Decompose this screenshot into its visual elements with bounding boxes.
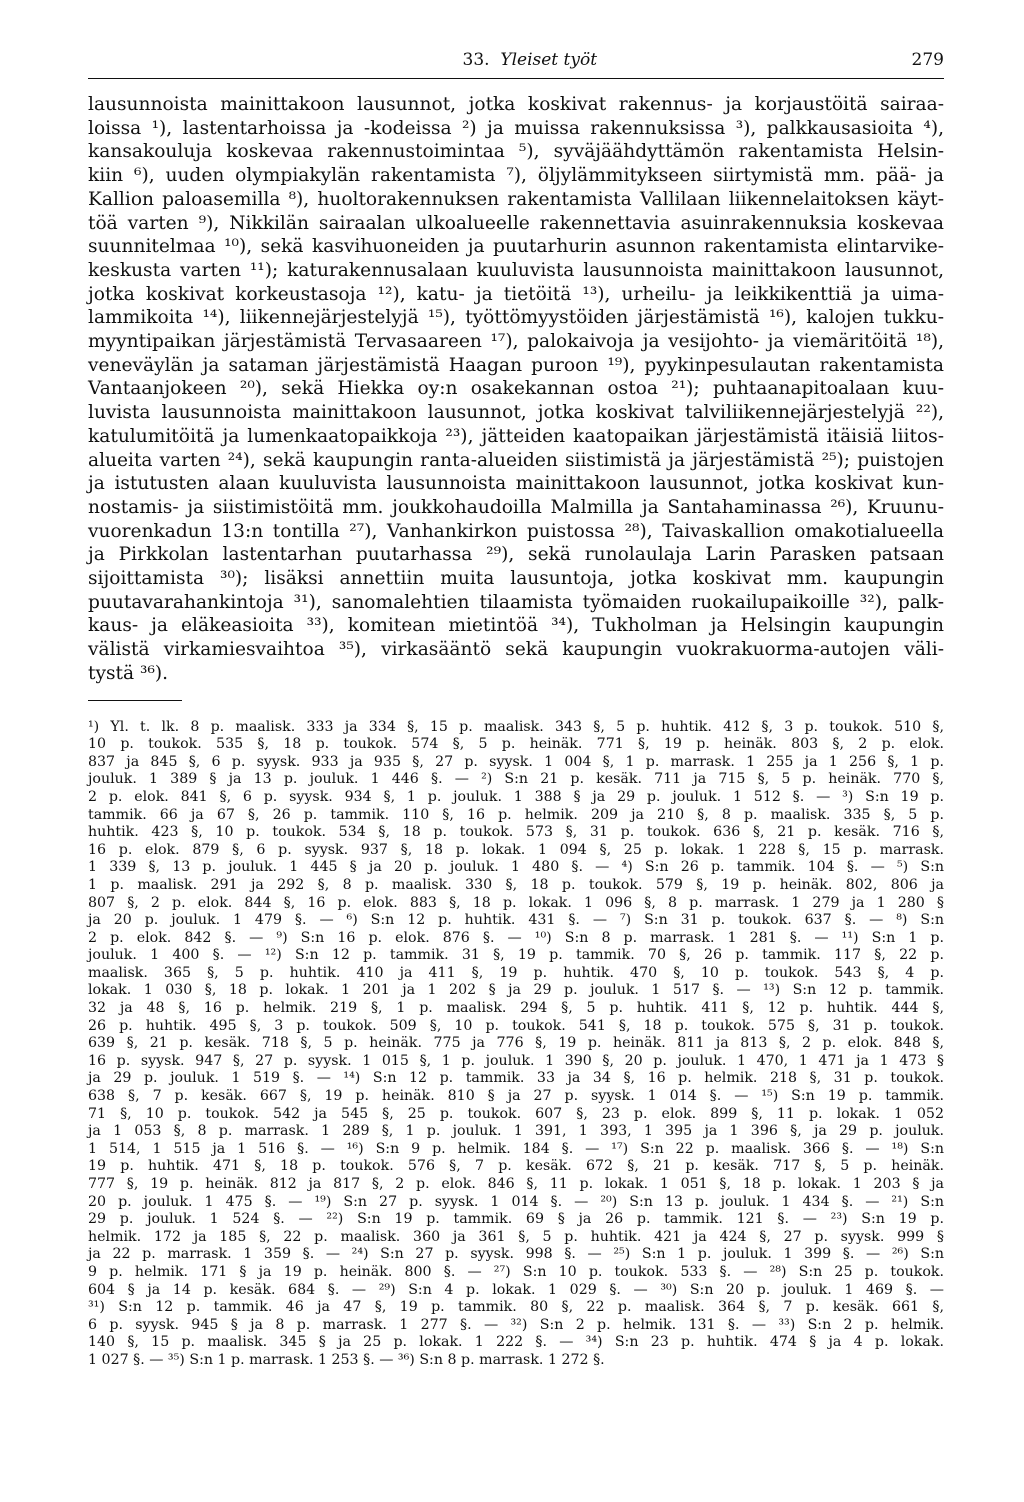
body-line: keskusta varten ¹¹); katurakennusalaan kuuluvista lausunnoista mainittakoon lausunnot, — [88, 259, 944, 281]
footnote-line: huhtik. 423 §, 10 p. toukok. 534 §, 18 p. toukok. 573 §, 31 p. toukok. 636 §, 21 p. kesäk. 716 §, — [88, 824, 944, 841]
body-line: lausunnoista mainittakoon lausunnot, jotka koskivat rakennus- ja korjaustöitä sairaa- — [88, 94, 944, 115]
footnote-line: 807 §, 2 p. elok. 844 §, 16 p. elok. 883 §, 18 p. lokak. 1 096 §, 8 p. marrask. 1 279 ja 1 280 § — [88, 894, 944, 911]
body-line: kansakouluja koskevaa rakennustoimintaa ⁵), syväjäähdyttämön rakentamista Helsin- — [88, 141, 944, 163]
footnote-line: 20 p. jouluk. 1 475 §. — ¹⁹) S:n 27 p. syysk. 1 014 §. — ²⁰) S:n 13 p. jouluk. 1 434 §. — ²¹) S:n — [88, 1193, 944, 1210]
footnote-line: jouluk. 1 400 §. — ¹²) S:n 12 p. tammik. 31 §, 19 p. tammik. 70 §, 26 p. tammik. 117 §, 22 p. — [88, 947, 944, 964]
body-line: tystä ³⁶). — [88, 662, 169, 684]
running-header — [88, 50, 944, 74]
footnote-line: ja 20 p. jouluk. 1 479 §. — ⁶) S:n 12 p. huhtik. 431 §. — ⁷) S:n 31 p. toukok. 637 §. — ⁸) S:n — [88, 912, 944, 929]
body-line: vuorenkadun 13:n tontilla ²⁷), Vanhankirkon puistossa ²⁸), Taivaskallion omakotialueella — [88, 520, 944, 542]
body-line: loissa ¹), lastentarhoissa ja -kodeissa ²) ja muissa rakennuksissa ³), palkkausasioita ⁴), — [88, 117, 944, 139]
body-line: puutavarahankintoja ³¹), sanomalehtien tilaamista työmaiden ruokailupaikoille ³²), palk- — [88, 591, 944, 613]
footnote-line: 71 §, 10 p. toukok. 542 ja 545 §, 25 p. toukok. 607 §, 23 p. elok. 899 §, 11 p. lokak. 1 052 — [88, 1105, 944, 1122]
footnote-line: ja 22 p. marrask. 1 359 §. — ²⁴) S:n 27 p. syysk. 998 §. — ²⁵) S:n 1 p. jouluk. 1 399 §. — ²⁶) S:n — [88, 1246, 944, 1263]
footnote-line: 2 p. elok. 841 §, 6 p. syysk. 934 §, 1 p. jouluk. 1 388 § ja 29 p. jouluk. 1 512 §. — ³) S:n 19 p. — [88, 788, 944, 805]
body-line: välistä virkamiesvaihtoa ³⁵), virkasääntö sekä kaupungin vuokrakuorma-autojen väli- — [88, 639, 944, 661]
footnote-line: 26 p. huhtik. 495 §, 3 p. toukok. 509 §, 10 p. toukok. 541 §, 18 p. toukok. 575 §, 31 p. toukok. — [88, 1017, 944, 1034]
header-rule — [88, 78, 944, 79]
body-line: nostamis- ja siistimistöitä mm. joukkohaudoilla Malmilla ja Santahaminassa ²⁶), Kruunu- — [88, 496, 944, 518]
footnote-line: 16 p. elok. 879 §, 6 p. syysk. 937 §, 18 p. lokak. 1 094 §, 25 p. lokak. 1 228 §, 15 p. marrask. — [88, 841, 944, 858]
body-line: myyntipaikan järjestämistä Tervasaareen ¹⁷), palokaivoja ja vesijohto- ja viemäritöitä ¹⁸), — [88, 331, 944, 353]
footnote-line: 1 027 §. — ³⁵) S:n 1 p. marrask. 1 253 §. — ³⁶) S:n 8 p. marrask. 1 272 §. — [88, 1351, 605, 1368]
footnote-line: helmik. 172 ja 185 §, 22 p. maalisk. 360 ja 361 §, 5 p. huhtik. 421 ja 424 §, 27 p. syysk. 999 § — [88, 1228, 944, 1245]
footnote-line: ³¹) S:n 12 p. tammik. 46 ja 47 §, 19 p. tammik. 80 §, 22 p. maalisk. 364 §, 7 p. kesäk. 661 §, — [88, 1299, 944, 1316]
footnote-line: 29 p. jouluk. 1 524 §. — ²²) S:n 19 p. tammik. 69 § ja 26 p. tammik. 121 §. — ²³) S:n 19 p. — [88, 1211, 944, 1228]
footnote-line: 777 §, 19 p. heinäk. 812 ja 817 §, 2 p. elok. 846 §, 11 p. lokak. 1 051 §, 18 p. lokak. 1 203 § ja — [88, 1176, 944, 1193]
body-line: jotka koskivat korkeustasoja ¹²), katu- ja tietöitä ¹³), urheilu- ja leikkikenttiä ja uima- — [88, 283, 944, 305]
footnote-line: lokak. 1 030 §, 18 p. lokak. 1 201 ja 1 202 § ja 29 p. jouluk. 1 517 §. — ¹³) S:n 12 p. tammik. — [88, 982, 944, 999]
footnote-line: 140 §, 15 p. maalisk. 345 § ja 25 p. lokak. 1 222 §. — ³⁴) S:n 23 p. huhtik. 474 § ja 4 p. lokak. — [88, 1334, 944, 1351]
footnote-line: 19 p. huhtik. 471 §, 18 p. toukok. 576 §, 7 p. kesäk. 672 §, 21 p. kesäk. 717 §, 5 p. heinäk. — [88, 1158, 944, 1175]
body-line: Kallion paloasemilla ⁸), huoltorakennuksen rakentamista Vallilaan liikennelaitoksen käyt- — [88, 188, 944, 210]
footnote-line: ¹) Yl. t. lk. 8 p. maalisk. 333 ja 334 §, 15 p. maalisk. 343 §, 5 p. huhtik. 412 §, 3 p. toukok. 510 §, — [88, 718, 944, 735]
footnote-line: 16 p. syysk. 947 §, 27 p. syysk. 1 015 §, 1 p. jouluk. 1 390 §, 20 p. jouluk. 1 470, 1 471 ja 1 473 § — [88, 1052, 944, 1069]
footnote-line: 9 p. helmik. 171 § ja 19 p. heinäk. 800 §. — ²⁷) S:n 10 p. toukok. 533 §. — ²⁸) S:n 25 p. toukok. — [88, 1263, 944, 1280]
body-line: luvista lausunnoista mainittakoon lausunnot, jotka koskivat talviliikennejärjestelyjä ²²), — [88, 402, 944, 424]
footnote-line: maalisk. 365 §, 5 p. huhtik. 410 ja 411 §, 19 p. huhtik. 470 §, 10 p. toukok. 543 §, 4 p. — [88, 964, 944, 981]
footnotes — [88, 719, 944, 1370]
footnote-line: 10 p. toukok. 535 §, 18 p. toukok. 574 §, 5 p. heinäk. 771 §, 19 p. heinäk. 803 §, 2 p. elok. — [88, 736, 944, 753]
body-paragraph — [88, 93, 944, 686]
page-number: 279 — [911, 50, 944, 70]
footnote-line: ja 29 p. jouluk. 1 519 §. — ¹⁴) S:n 12 p. tammik. 33 ja 34 §, 16 p. helmik. 218 §, 31 p. toukok. — [88, 1070, 944, 1087]
body-line: lammikoita ¹⁴), liikennejärjestelyjä ¹⁵), työttömyystöiden järjestämistä ¹⁶), kalojen tukku- — [88, 307, 944, 329]
body-line: kiin ⁶), uuden olympiakylän rakentamista ⁷), öljylämmitykseen siirtymistä mm. pää- ja — [88, 165, 944, 187]
footnote-line: ja 1 053 §, 8 p. marrask. 1 289 §, 1 p. jouluk. 1 391, 1 393, 1 395 ja 1 396 §, ja 29 p. jouluk. — [88, 1123, 944, 1140]
footnote-line: jouluk. 1 389 § ja 13 p. jouluk. 1 446 §. — ²) S:n 21 p. kesäk. 711 ja 715 §, 5 p. heinäk. 770 §, — [88, 771, 944, 788]
body-line: katulumitöitä ja lumenkaatopaikkoja ²³), jätteiden kaatopaikan järjestämistä itäisiä liitos- — [88, 425, 944, 447]
footnote-line: 32 ja 48 §, 16 p. helmik. 219 §, 1 p. maalisk. 294 §, 5 p. huhtik. 411 §, 12 p. huhtik. 444 §, — [88, 1000, 944, 1017]
footnote-separator — [88, 700, 182, 701]
body-line: ja Pirkkolan lastentarhan puutarhassa ²⁹), sekä runolaulaja Larin Parasken patsaan — [88, 544, 944, 566]
footnote-line: 1 339 §, 13 p. jouluk. 1 445 § ja 20 p. jouluk. 1 480 §. — ⁴) S:n 26 p. tammik. 104 §. — ⁵) S:n — [88, 859, 944, 876]
body-line: sijoittamista ³⁰); lisäksi annettiin muita lausuntoja, jotka koskivat mm. kaupungin — [88, 568, 944, 590]
running-title — [148, 50, 912, 70]
section-number: 33. — [462, 50, 490, 70]
body-line: veneväylän ja sataman järjestämistä Haagan puroon ¹⁹), pyykinpesulautan rakentamista — [88, 354, 944, 376]
footnote-line: tammik. 66 ja 67 §, 26 p. tammik. 110 §, 16 p. helmik. 209 ja 210 §, 8 p. maalisk. 335 §, 5 p. — [88, 806, 944, 823]
body-line: kaus- ja eläkeasioita ³³), komitean mietintöä ³⁴), Tukholman ja Helsingin kaupungin — [88, 615, 944, 637]
body-line: alueita varten ²⁴), sekä kaupungin ranta-alueiden siistimistä ja järjestämistä ²⁵); puistojen — [88, 449, 944, 471]
body-line: Vantaanjokeen ²⁰), sekä Hiekka oy:n osakekannan ostoa ²¹); puhtaanapitoalaan kuu- — [88, 378, 944, 400]
body-line: suunnitelmaa ¹⁰), sekä kasvihuoneiden ja puutarhurin asunnon rakentamista elintarvike- — [88, 236, 944, 258]
body-line: ja istutusten alaan kuuluvista lausunnoista mainittakoon lausunnot, jotka koskivat kun- — [88, 473, 944, 495]
footnote-line: 604 § ja 14 p. kesäk. 684 §. — ²⁹) S:n 4 p. lokak. 1 029 §. — ³⁰) S:n 20 p. jouluk. 1 469 §. — — [88, 1281, 944, 1298]
footnote-line: 639 §, 21 p. kesäk. 718 §, 5 p. heinäk. 775 ja 776 §, 19 p. heinäk. 811 ja 813 §, 2 p. elok. 848 §, — [88, 1035, 944, 1052]
section-title: Yleiset työt — [500, 50, 598, 70]
footnote-line: 1 514, 1 515 ja 1 516 §. — ¹⁶) S:n 9 p. helmik. 184 §. — ¹⁷) S:n 22 p. maalisk. 366 §. — ¹⁸) S:n — [88, 1140, 944, 1157]
footnote-line: 6 p. syysk. 945 § ja 8 p. marrask. 1 277 §. — ³²) S:n 2 p. helmik. 131 §. — ³³) S:n 2 p. helmik. — [88, 1316, 944, 1333]
footnote-line: 1 p. maalisk. 291 ja 292 §, 8 p. maalisk. 330 §, 18 p. toukok. 579 §, 19 p. heinäk. 802, 806 ja — [88, 876, 944, 893]
footnote-line: 837 ja 845 §, 6 p. syysk. 933 ja 935 §, 27 p. syysk. 1 004 §, 1 p. marrask. 1 255 ja 1 256 §, 1 p. — [88, 753, 944, 770]
footnote-line: 2 p. elok. 842 §. — ⁹) S:n 16 p. elok. 876 §. — ¹⁰) S:n 8 p. marrask. 1 281 §. — ¹¹) S:n 1 p. — [88, 929, 944, 946]
footnote-line: 638 §, 7 p. kesäk. 667 §, 19 p. heinäk. 810 § ja 27 p. syysk. 1 014 §. — ¹⁵) S:n 19 p. tammik. — [88, 1088, 944, 1105]
body-line: töä varten ⁹), Nikkilän sairaalan ulkoalueelle rakennettavia asuinrakennuksia koskevaa — [88, 212, 944, 234]
